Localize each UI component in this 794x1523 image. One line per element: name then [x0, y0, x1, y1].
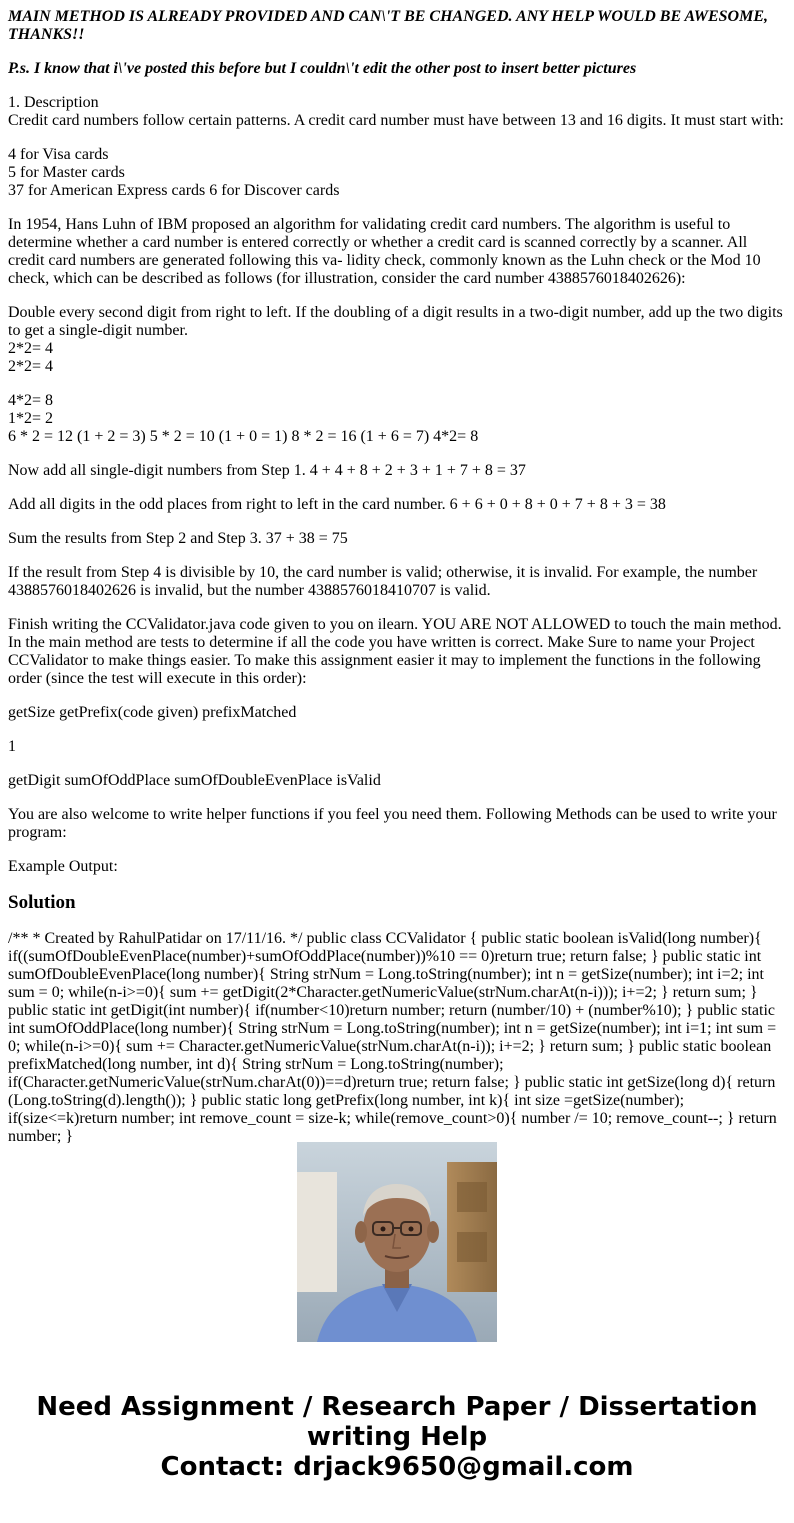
- instructions-paragraph: Finish writing the CCValidator.java code given to you on ilearn. YOU ARE NOT ALLOWED to touch the main method. In the main method are tests to determine if all the code you have written is correct. Make Sure to name your Project CCValidator to make things easier. To make this assignment easier it may to implement the functions in the following order (since the test will execute in this order):: [8, 616, 782, 687]
- solution-heading: Solution: [8, 892, 76, 913]
- header-line-1: MAIN METHOD IS ALREADY PROVIDED AND CAN\'T BE CHANGED. ANY HELP WOULD BE AWESOME, THANKS!!: [8, 8, 768, 43]
- header-line-2: P.s. I know that i\'ve posted this before but I couldn\'t edit the other post to insert better pictures: [8, 60, 637, 77]
- step1-calc: 1*2= 2: [8, 410, 54, 427]
- step3-paragraph: Add all digits in the odd places from right to left in the card number. 6 + 6 + 0 + 8 + 0 + 7 + 8 + 3 = 38: [8, 496, 666, 513]
- example-output-label: Example Output:: [8, 858, 118, 875]
- description-heading: 1. Description: [8, 94, 99, 111]
- step1-paragraph: [8, 304, 786, 376]
- step2-paragraph: Now add all single-digit numbers from Step 1. 4 + 4 + 8 + 2 + 3 + 1 + 7 + 8 = 37: [8, 462, 526, 479]
- step1-calc: 2*2= 4: [8, 358, 54, 375]
- step5-paragraph: If the result from Step 4 is divisible by 10, the card number is valid; otherwise, it is invalid. For example, the number 4388576018402626 is invalid, but the number 4388576018410707 is valid.: [8, 564, 758, 599]
- card-prefix-amex-discover: 37 for American Express cards 6 for Discover cards: [8, 182, 340, 199]
- card-prefix-master: 5 for Master cards: [8, 164, 125, 181]
- solution-code: [8, 930, 786, 1145]
- step1-calc: 4*2= 8: [8, 392, 54, 409]
- description-intro: [8, 94, 786, 130]
- promo-banner: [0, 1392, 794, 1482]
- step1-calc: 2*2= 4: [8, 340, 54, 357]
- step4-paragraph: Sum the results from Step 2 and Step 3. 37 + 38 = 75: [8, 530, 348, 547]
- function-order-1: getSize getPrefix(code given) prefixMatched: [8, 704, 297, 721]
- question-header: [8, 8, 786, 78]
- promo-contact: Contact: drjack9650@gmail.com: [160, 1452, 634, 1482]
- avatar-container: [0, 1142, 794, 1342]
- helpers-paragraph: You are also welcome to write helper functions if you feel you need them. Following Methods can be used to write your program:: [8, 806, 777, 841]
- step1-intro: Double every second digit from right to left. If the doubling of a digit results in a two-digit number, add up the two digits to get a single-digit number.: [8, 304, 783, 339]
- function-order-number: 1: [8, 738, 16, 755]
- solution-code-text: /** * Created by RahulPatidar on 17/11/16. */ public class CCValidator { public static boolean isValid(long number){ if((sumOfDoubleEvenPlace(number)+sumOfOddPlace(number))%10 == 0)return true; return false; } public static int sumOfDoubleEvenPlace(long number){ String strNum = Long.toString(number); int n = getSize(number); int i=2; int sum = 0; while(n-i>=0){ sum += getDigit(2*Character.getNumericValue(strNum.charAt(n-i))); i+=2; } return sum; } public static int getDigit(int number){ if(number<10)return number; return (number/10) + (number%10); } public static int sumOfOddPlace(long number){ String strNum = Long.toString(number); int n = getSize(number); int i=1; int sum = 0; while(n-i>=0){ sum += Character.getNumericValue(strNum.charAt(n-i)); i+=2; } return sum; } public static boolean prefixMatched(long number, int d){ String strNum = Long.toString(number); if(Character.getNumericValue(strNum.charAt(0))==d)return true; return false; } public static int getSize(long d){ return (Long.toString(d).length()); } public static long getPrefix(long number, int k){ int size =getSize(number); if(size<=k)return number; int remove_count = size-k; while(remove_count>0){ number /= 10; remove_count--; } return number; }: [8, 930, 777, 1145]
- author-avatar: [297, 1142, 497, 1342]
- step1-calc: 6 * 2 = 12 (1 + 2 = 3) 5 * 2 = 10 (1 + 0 = 1) 8 * 2 = 16 (1 + 6 = 7) 4*2= 8: [8, 428, 479, 445]
- card-prefix-visa: 4 for Visa cards: [8, 146, 109, 163]
- description-intro-text: Credit card numbers follow certain patterns. A credit card number must have between 13 and 16 digits. It must start with:: [8, 112, 784, 129]
- promo-line-1: Need Assignment / Research Paper / Dissertation writing Help: [36, 1392, 758, 1452]
- luhn-paragraph: In 1954, Hans Luhn of IBM proposed an algorithm for validating credit card numbers. The algorithm is useful to determine whether a card number is entered correctly or whether a credit card is scanned correctly by a scanner. All credit card numbers are generated following this va- lidity check, commonly known as the Luhn check or the Mod 10 check, which can be described as follows (for illustration, consider the card number 4388576018402626):: [8, 216, 761, 287]
- step1-paragraph-continued: [8, 392, 786, 446]
- card-prefix-list: [8, 146, 786, 200]
- author-photo: [297, 1142, 497, 1342]
- function-order-2: getDigit sumOfOddPlace sumOfDoubleEvenPlace isValid: [8, 772, 381, 789]
